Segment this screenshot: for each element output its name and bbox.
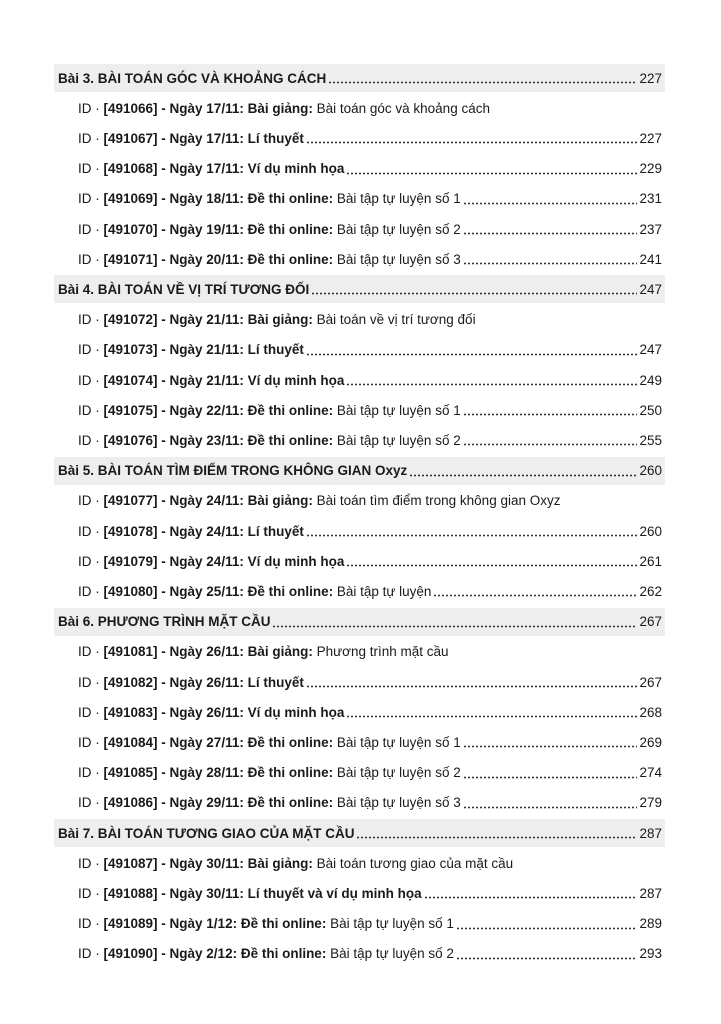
entry-title: Bài tập tự luyện số 1 — [333, 734, 461, 750]
entry-code: [491082] - Ngày 26/11: Lí thuyết — [103, 674, 304, 690]
dot-leader — [463, 193, 638, 205]
toc-entry — [78, 124, 665, 152]
entry-code: [491081] - Ngày 26/11: Bài giảng: — [103, 644, 313, 660]
toc-section-heading — [54, 64, 665, 92]
entry-code: [491077] - Ngày 24/11: Bài giảng: — [103, 493, 313, 509]
entry-text — [78, 524, 304, 539]
dot-leader — [328, 72, 637, 84]
entry-title: Bài tập tự luyện số 3 — [333, 251, 461, 267]
page-number: 287 — [639, 825, 662, 841]
page-number: 262 — [639, 583, 662, 599]
entry-title: Bài toán về vị trí tương đối — [312, 312, 476, 328]
entry-title: Bài tập tự luyện số 1 — [326, 916, 454, 932]
dot-leader — [409, 465, 637, 477]
dot-leader — [463, 253, 638, 265]
entry-code: [491088] - Ngày 30/11: Lí thuyết và ví dụ minh họa — [103, 885, 422, 901]
entry-prefix: ID · — [78, 402, 104, 418]
entry-title: Bài tập tự luyện — [333, 583, 432, 599]
entry-prefix: ID · — [78, 221, 104, 237]
dot-leader — [346, 374, 637, 386]
page-number: 247 — [639, 281, 662, 297]
entry-title: Bài tập tự luyện số 2 — [326, 946, 454, 962]
entry-text — [78, 252, 461, 267]
page-number: 255 — [639, 432, 662, 448]
entry-title: Bài tập tự luyện số 1 — [333, 402, 461, 418]
section-title: Bài 4. BÀI TOÁN VỀ VỊ TRÍ TƯƠNG ĐỐI — [58, 281, 310, 297]
entry-text — [78, 554, 344, 569]
page-number: 274 — [639, 765, 662, 781]
toc-entry — [78, 789, 665, 817]
toc-entry — [78, 849, 665, 877]
entry-text — [78, 433, 461, 448]
dot-leader — [463, 223, 638, 235]
dot-leader — [433, 585, 637, 597]
entry-text — [78, 342, 304, 357]
dot-leader — [306, 525, 638, 537]
toc-entry — [78, 940, 665, 968]
entry-prefix: ID · — [78, 553, 104, 569]
section-title: Bài 3. BÀI TOÁN GÓC VÀ KHOẢNG CÁCH — [58, 70, 327, 86]
dot-leader — [424, 887, 638, 899]
toc-entry — [78, 336, 665, 364]
entry-code: [491083] - Ngày 26/11: Ví dụ minh họa — [103, 704, 345, 720]
toc-entry — [78, 426, 665, 454]
toc-section-heading — [54, 608, 665, 636]
section-title: Bài 6. PHƯƠNG TRÌNH MẶT CẦU — [58, 614, 271, 630]
toc-entry — [78, 728, 665, 756]
entry-text — [78, 131, 304, 146]
entry-text — [78, 856, 513, 871]
toc-entry — [78, 638, 665, 666]
entry-text — [78, 946, 454, 961]
entry-code: [491068] - Ngày 17/11: Ví dụ minh họa — [103, 161, 345, 177]
toc-section-heading — [54, 819, 665, 847]
dot-leader — [311, 283, 637, 295]
page-number: 249 — [639, 372, 662, 388]
entry-code: [491090] - Ngày 2/12: Đề thi online: — [103, 946, 327, 962]
page-number: 250 — [639, 402, 662, 418]
entry-title: Bài toán tìm điểm trong không gian Oxyz — [312, 493, 561, 509]
page-number: 247 — [639, 342, 662, 358]
section-title: Bài 5. BÀI TOÁN TÌM ĐIỂM TRONG KHÔNG GIAN Oxyz — [58, 463, 408, 479]
dot-leader — [463, 404, 638, 416]
toc-section-heading — [54, 457, 665, 485]
toc-entry — [78, 487, 665, 515]
entry-text — [78, 916, 454, 931]
entry-text — [78, 403, 461, 418]
dot-leader — [456, 918, 638, 930]
toc-entry — [78, 396, 665, 424]
entry-prefix: ID · — [78, 674, 104, 690]
dot-leader — [272, 616, 637, 628]
entry-code: [491079] - Ngày 24/11: Ví dụ minh họa — [103, 553, 345, 569]
page-number: 227 — [639, 130, 662, 146]
entry-prefix: ID · — [78, 704, 104, 720]
toc-entry — [78, 910, 665, 938]
page-number: 289 — [639, 916, 662, 932]
entry-prefix: ID · — [78, 493, 104, 509]
page-number: 260 — [639, 463, 662, 479]
entry-code: [491066] - Ngày 17/11: Bài giảng: — [103, 100, 313, 116]
entry-title: Phương trình mặt cầu — [312, 644, 449, 660]
entry-prefix: ID · — [78, 916, 104, 932]
page-number: 237 — [639, 221, 662, 237]
toc-entry — [78, 215, 665, 243]
entry-text — [78, 886, 422, 901]
entry-text — [78, 222, 461, 237]
entry-text — [78, 644, 449, 659]
toc-entry — [78, 879, 665, 907]
entry-code: [491074] - Ngày 21/11: Ví dụ minh họa — [103, 372, 345, 388]
entry-prefix: ID · — [78, 342, 104, 358]
dot-leader — [346, 706, 637, 718]
page-number: 260 — [639, 523, 662, 539]
entry-code: [491080] - Ngày 25/11: Đề thi online: — [103, 583, 334, 599]
dot-leader — [346, 555, 637, 567]
entry-text — [78, 312, 476, 327]
toc-entry — [78, 185, 665, 213]
page-number: 269 — [639, 734, 662, 750]
page-number: 268 — [639, 704, 662, 720]
entry-code: [491067] - Ngày 17/11: Lí thuyết — [103, 130, 304, 146]
entry-text — [78, 584, 431, 599]
entry-text — [78, 795, 461, 810]
page-number: 267 — [639, 614, 662, 630]
toc-entry — [78, 547, 665, 575]
page-number: 279 — [639, 795, 662, 811]
entry-prefix: ID · — [78, 161, 104, 177]
entry-title: Bài tập tự luyện số 2 — [333, 221, 461, 237]
entry-text — [78, 373, 344, 388]
entry-prefix: ID · — [78, 765, 104, 781]
entry-prefix: ID · — [78, 855, 104, 871]
entry-prefix: ID · — [78, 100, 104, 116]
entry-code: [491086] - Ngày 29/11: Đề thi online: — [103, 795, 334, 811]
entry-text — [78, 705, 344, 720]
entry-code: [491084] - Ngày 27/11: Đề thi online: — [103, 734, 334, 750]
toc-entry — [78, 245, 665, 273]
entry-text — [78, 735, 461, 750]
entry-title: Bài tập tự luyện số 2 — [333, 765, 461, 781]
page-number: 229 — [639, 161, 662, 177]
entry-code: [491087] - Ngày 30/11: Bài giảng: — [103, 855, 313, 871]
toc-section-heading — [54, 275, 665, 303]
entry-prefix: ID · — [78, 795, 104, 811]
entry-title: Bài tập tự luyện số 2 — [333, 432, 461, 448]
page-number: 287 — [639, 885, 662, 901]
entry-prefix: ID · — [78, 251, 104, 267]
dot-leader — [463, 797, 638, 809]
entry-prefix: ID · — [78, 523, 104, 539]
entry-prefix: ID · — [78, 734, 104, 750]
toc-entry — [78, 306, 665, 334]
toc-entry — [78, 517, 665, 545]
page-number: 241 — [639, 251, 662, 267]
toc-entry — [78, 155, 665, 183]
entry-text — [78, 161, 344, 176]
entry-code: [491073] - Ngày 21/11: Lí thuyết — [103, 342, 304, 358]
entry-title: Bài tập tự luyện số 3 — [333, 795, 461, 811]
entry-title: Bài toán góc và khoảng cách — [312, 100, 490, 116]
entry-prefix: ID · — [78, 432, 104, 448]
entry-prefix: ID · — [78, 583, 104, 599]
dot-leader — [346, 163, 637, 175]
entry-prefix: ID · — [78, 885, 104, 901]
dot-leader — [463, 767, 638, 779]
toc-entry — [78, 577, 665, 605]
entry-code: [491076] - Ngày 23/11: Đề thi online: — [103, 432, 334, 448]
dot-leader — [356, 827, 637, 839]
entry-title: Bài toán tương giao của mặt cầu — [312, 855, 514, 871]
entry-code: [491078] - Ngày 24/11: Lí thuyết — [103, 523, 304, 539]
entry-prefix: ID · — [78, 191, 104, 207]
dot-leader — [306, 676, 638, 688]
dot-leader — [306, 344, 638, 356]
entry-code: [491071] - Ngày 20/11: Đề thi online: — [103, 251, 334, 267]
page-number: 231 — [639, 191, 662, 207]
entry-code: [491069] - Ngày 18/11: Đề thi online: — [103, 191, 334, 207]
dot-leader — [463, 434, 638, 446]
entry-text — [78, 101, 490, 116]
page-number: 267 — [639, 674, 662, 690]
entry-prefix: ID · — [78, 644, 104, 660]
entry-code: [491070] - Ngày 19/11: Đề thi online: — [103, 221, 334, 237]
entry-prefix: ID · — [78, 372, 104, 388]
dot-leader — [306, 132, 638, 144]
page-number: 293 — [639, 946, 662, 962]
toc-entry — [78, 366, 665, 394]
entry-text — [78, 493, 560, 508]
toc-entry — [78, 759, 665, 787]
page-number: 227 — [639, 70, 662, 86]
entry-text — [78, 765, 461, 780]
entry-prefix: ID · — [78, 130, 104, 146]
entry-title: Bài tập tự luyện số 1 — [333, 191, 461, 207]
entry-prefix: ID · — [78, 312, 104, 328]
entry-text — [78, 675, 304, 690]
toc-entry — [78, 94, 665, 122]
entry-code: [491085] - Ngày 28/11: Đề thi online: — [103, 765, 334, 781]
entry-code: [491075] - Ngày 22/11: Đề thi online: — [103, 402, 334, 418]
entry-prefix: ID · — [78, 946, 104, 962]
page-number: 261 — [639, 553, 662, 569]
entry-text — [78, 191, 461, 206]
dot-leader — [463, 736, 638, 748]
toc-entry — [78, 698, 665, 726]
entry-code: [491072] - Ngày 21/11: Bài giảng: — [103, 312, 313, 328]
section-title: Bài 7. BÀI TOÁN TƯƠNG GIAO CỦA MẶT CẦU — [58, 825, 355, 841]
dot-leader — [456, 948, 638, 960]
toc-entry — [78, 668, 665, 696]
entry-code: [491089] - Ngày 1/12: Đề thi online: — [103, 916, 327, 932]
